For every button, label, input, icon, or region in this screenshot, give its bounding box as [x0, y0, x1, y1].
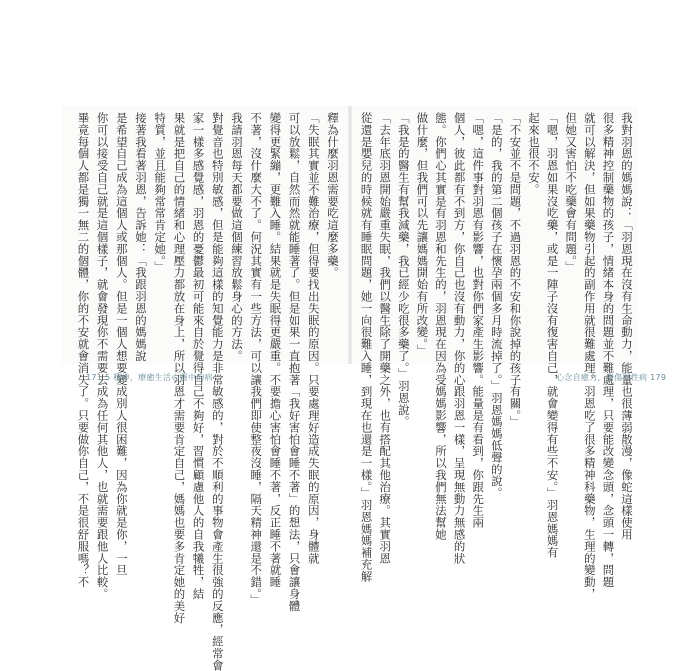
text-column: 「去年底羽恩開始嚴重失眠，我們以醫生除了開藥之外，也有搭配其他治療。其實羽恩: [378, 112, 393, 565]
text-column: 接著我看著羽恩，告訴她：「我跟羽恩的媽媽說: [134, 112, 148, 362]
text-column: 是希望自己成為這個人或那個人。但是一個人想要變成別人很困難，因為你就是你，一旦: [114, 112, 129, 577]
text-column: 做什麼，但我們可以先讓媽媽開始有所改變。」: [415, 112, 430, 357]
text-column: 「失眠其實並不難治療，但得要找出失眠的原因。只要處理好造成失眠的原因，身體就: [306, 112, 321, 565]
text-column: 態。你們心其實是有羽恩和先生的，羽恩現在因為受媽媽影響，所以我們無法幫她: [434, 112, 448, 541]
text-column: 「嗯，這件事對羽恩有影響，也對你們家產生影響。能量是有看到，你跟先生兩: [471, 112, 486, 529]
text-column: 「嗯，羽恩如果沒吃藥，或是一陣子沒有復害自己，就會變得有些不安。」羽恩媽媽有: [545, 112, 560, 559]
text-column: 「是的，我的第二個孩子在懷孕兩個多月時流掉了。」羽恩媽媽低聲的說。: [489, 112, 504, 499]
text-column: 就可以解決，但如果藥物引起的副作用就很難處理。羽恩吃了很多精神科藥物，生理的變動，: [582, 112, 597, 600]
text-column: 個人，彼此都有不到方，你自己也沒有動力，你的心跟羽恩一樣，呈現無動力無感的狀: [452, 112, 467, 565]
text-column: 對覺音也特別敏感，但是能夠這樣的知覺能力是非常敏感的，對於不順利的事物會產生很強的反應，經常會: [210, 112, 225, 671]
left-page-footer: 171 5 精神，療癒生活心靈中的病: [86, 373, 213, 382]
text-column: 果就是把自己的情緒和心理壓力都放在身上，所以羽恩才需要肯定自己，媽媽也要多肯定她的美好: [172, 112, 187, 624]
text-column: 我請羽恩每天都要做這個練習放鬆身心的方法。: [230, 112, 244, 362]
text-column: 「不安並不是問題，不過羽恩的不安和你說掉的孩子有關。」: [508, 112, 523, 428]
text-column: 但她又害怕不吃藥會有問題。」: [564, 112, 579, 273]
text-column: 釋為什麼羽恩需要吃這麼多藥。: [326, 112, 340, 279]
text-column: 可以放鬆，自然而然就能睡著了。但是如果一直抱著「我好害怕會睡不著」的想法，只會讓身體: [287, 112, 302, 612]
text-column: 起來也很不安。: [527, 112, 541, 196]
text-column: 「我是的醫生有幫我減藥，我已經少吃很多藥了。」羽恩說。: [396, 112, 411, 428]
text-column: 從還是嬰兒的時候就有睡眠問題，她一向很難入睡，到現在也還是一樣。」羽恩媽媽補充解: [359, 112, 374, 583]
text-column: 我對羽恩的媽媽說：「羽恩現在沒有生命動力，能量也很薄弱散漫，像蛇這樣使用: [620, 112, 634, 541]
book-gutter: [348, 106, 352, 364]
text-column: 不著，沒什麼大不了。何況其實有一些方法，可以讓我們即使整夜沒睡，隔天精神還是不錯。」: [249, 112, 264, 607]
text-column: 變得更緊繃，更難入睡。結果就是失眠得更嚴重。不要擔心害怕會睡不著，反正睡不著就睡: [268, 112, 283, 588]
text-column: 很多精神控制藥物的孩子，情緒本身的問題並不難處理，只要能改變念頭，念頭一轉，問題: [601, 112, 616, 588]
text-column: 畢竟每個人都是獨一無二的個體，你的不安就會消失了。只要做你自己，不是很舒服嗎？不: [76, 112, 91, 588]
text-column: 家一樣多感覺感，羽恩的憂鬱最初可能來自於覺得自己不夠好，習慣顧慮他人的自我犧牲，結: [191, 112, 206, 600]
text-column: 特質，並且能夠常常肯定她。」: [153, 112, 168, 273]
right-page-footer: 心念自癒力，療傷與性病 179: [556, 373, 667, 382]
text-column: 你可以接受自己就是這個樣子，就會發現你不需要去成為任何其他人，也就需要跟他人比較。: [95, 112, 110, 600]
